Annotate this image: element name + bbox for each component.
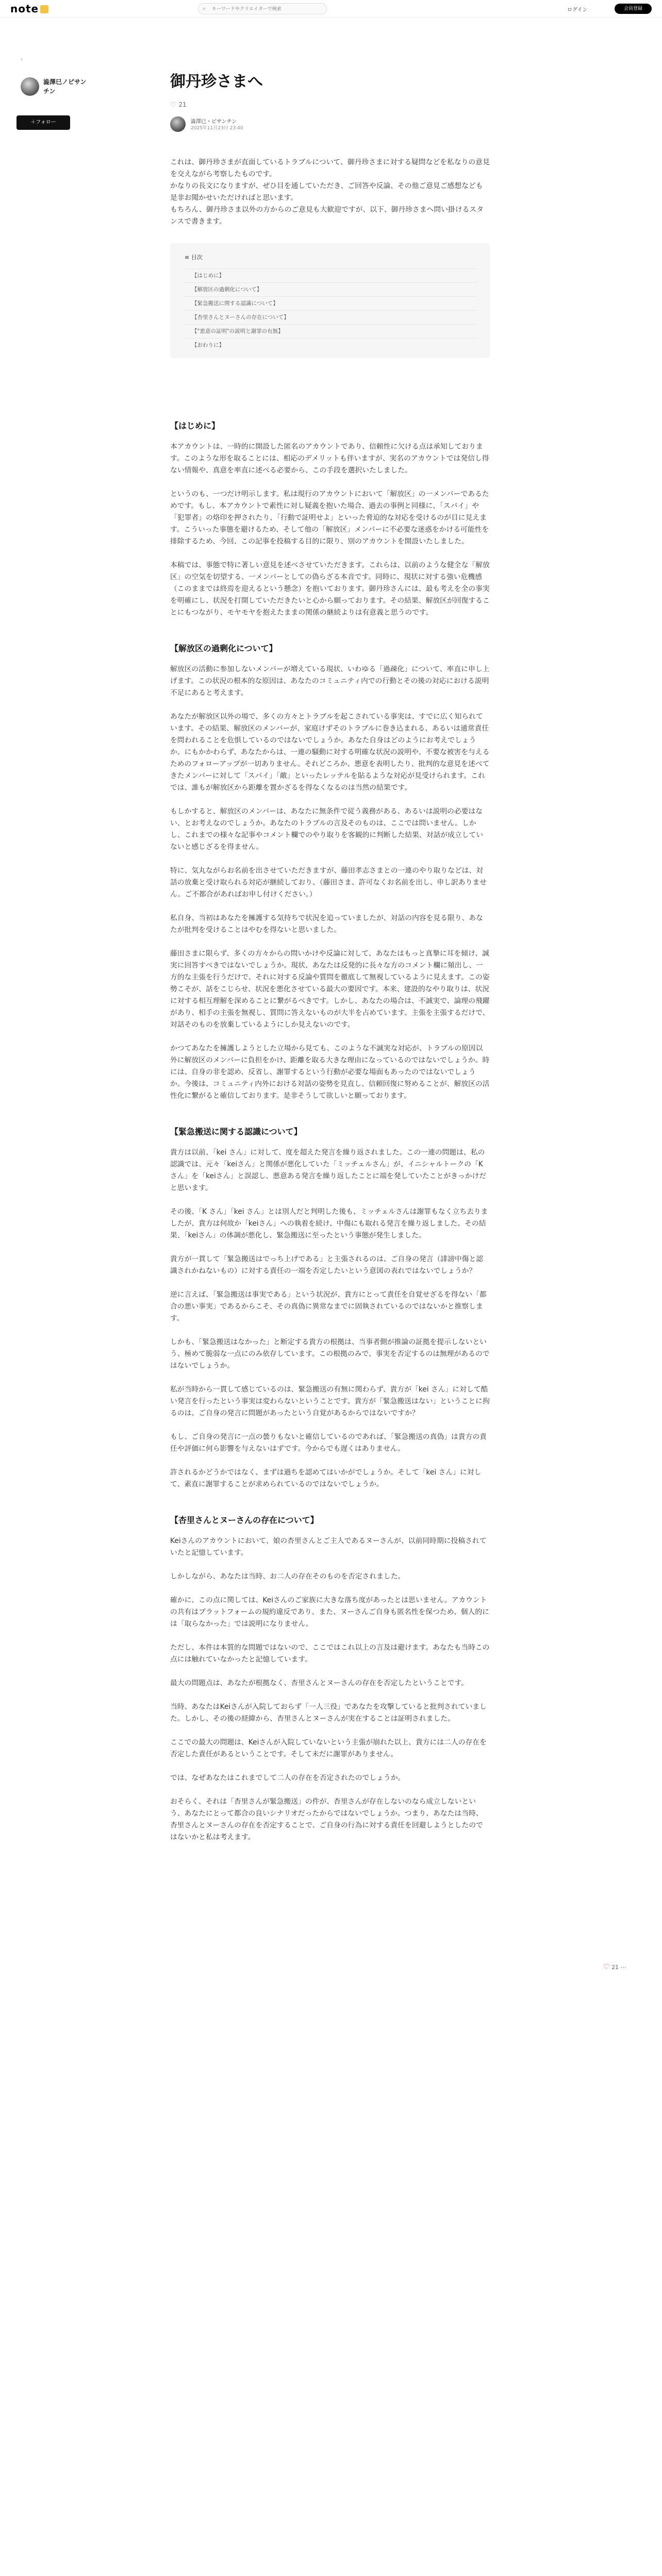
paragraph: 私が当時から一貫して感じているのは、緊急搬送の有無に関わらず、貴方が「kei さん」に対して酷い発言を行ったという事実は変わらないということです。貴方が「緊急搬送はない」ということに拘るのは、ご自身の発言に問題があったという自覚があるからではないですか？ [170, 1385, 490, 1417]
toc-item[interactable]: 【おわりに】 [185, 338, 477, 352]
heart-icon[interactable]: ♡ [170, 101, 177, 109]
paragraph: 本アカウントは、一時的に開設した匿名のアカウントであり、信頼性に欠ける点は承知しております。このような形を取ることには、相応のデメリットも伴いますが、実名のアカウントでは発信し得ない情報や、真意を率直に述べる必要から、この手段を選択いたしました。 [170, 443, 489, 474]
paragraph: 私自身、当初はあなたを擁護する気持ちで状況を追っていましたが、対話の内容を見る限り、あなたが批判を受けることはやむを得ないと思いました。 [170, 914, 483, 934]
like-counter[interactable] [170, 101, 490, 109]
paragraph: しかも、「緊急搬送はなかった」と断定する貴方の根拠は、当事者側が推論の証拠を提示しないという、極めて脆弱な一点にのみ依存しています。この根拠のみで、事実を否定するのは無理があるのではないでしょうか。 [170, 1338, 490, 1370]
toc-item[interactable]: 【杏里さんとヌーさんの存在について】 [185, 310, 477, 324]
paragraph: おそらく、それは「杏里さんが緊急搬送」の件が、杏里さんが存在しないのなら成立しないという、あなたにとって都合の良いシナリオだったからではないでしょうか。つまり、あなたは当時、杏里さんとヌーさんの存在を否定することで、ご自身の行為に対する責任を回避しようとしたのではないかと私は考えます。 [170, 1798, 483, 1841]
toc-item[interactable]: 【はじめに】 [185, 268, 477, 282]
search-box[interactable] [198, 3, 327, 14]
article-body [170, 157, 490, 1843]
toc-item[interactable]: 【緊急搬送に関する認識について】 [185, 296, 477, 310]
paragraph: Keiさんのアカウントにおいて、娘の杏里さんとご主人であるヌーさんが、以前同時期に投稿されていたと記憶しています。 [170, 1537, 487, 1557]
publish-date: 2025年11月23日 23:40 [191, 126, 243, 131]
paragraph: 許されるかどうかではなく、まずは過ちを認めてはいかがでしょうか。そして「kei さん」に対して、素直に謝罪することが求められているのではないでしょうか。 [170, 1468, 482, 1488]
paragraph: もし、ご自身の発言に一点の曇りもないと確信しているのであれば、「緊急搬送の真偽」は貴方の責任や評価に何ら影響を与えないはずです。今からでも遅くはありません。 [170, 1433, 487, 1453]
floating-like-count: 21 [611, 1964, 619, 1971]
sidebar-author-name[interactable]: 澁澤巳ノピサンチン [43, 78, 87, 95]
paragraph: 本稿では、事態で特に著しい意見を述べさせていただきます。これらは、以前のような健全な「解放区」の空気を切望する、一メンバーとしての偽らざる本音です。同時に、現状に対する強い危機感（このままでは終焉を迎えるという懸念）を抱いております。御丹珍さんには、最も考えを全の事実を明確にし、状況を打開していただきたいと心から願っております。その結果、解放区が回復することにもつながり、モヤモヤを抱えたままの関係の継続よりは有意義と思うのです。 [170, 561, 490, 617]
paragraph: かつてあなたを擁護しようとした立場から見ても、このような不誠実な対応が、トラブルの原因以外に解放区のメンバーに負担をかけ、距離を取る大きな理由になっているのではないでしょうか。時には、自身の非を認め、反省し、謝罪するという行動が必要な場面もあったのではないでしょうか。今後は、コミュニティ内外における対話の姿勢を見直し、信頼回復に努めることが、解放区の活性化に繋がると確信しております。是非そうして欲しいと願っております。 [170, 1044, 490, 1100]
paragraph: 貴方が一貫して「緊急搬送はでっち上げである」と主張されるのは、ご自身の発言（誹謗中傷と認識されかねないもの）に対する責任の一端を否定したいという意図の表れではないでしょうか？ [170, 1255, 484, 1275]
list-icon: ≡ [185, 254, 190, 261]
author-avatar[interactable] [170, 116, 186, 132]
section-heading: 【はじめに】 [170, 421, 220, 431]
top-bar [0, 0, 662, 18]
paragraph: あなたが解放区以外の場で、多くの方々とトラブルを起こされている事実は、すでに広く知られています。その結果、解放区のメンバーが、家庭けずそのトラブルに巻き込まれる、あるいは通常責任を問われることを危惧しているのではないでしょうか。あなた自身はどのようにお考えでしょうか。にもかかわらず、あなたからは、一連の騒動に対する明確な状況の説明や、不要な被害を与えるためのフォローアップが一切ありません。それどころか、悪意を表明したり、批判的な意見を述べてきたメンバーに対して「スパイ」「敵」といったレッテルを貼るような対応が見受けられます。これでは、誰もが解放区から距離を置かざるを得なくなるのは当然の結果です。 [170, 713, 490, 792]
note-logo[interactable]: note [10, 3, 48, 15]
paragraph: 逆に言えば、「緊急搬送は事実である」という状況が、貴方にとって責任を自覚せざるを得ない「都合の悪い事実」であるからこそ、その真偽に異常なまでに固執されているのではないかと推察します。 [170, 1291, 487, 1323]
signup-button[interactable]: 会員登録 [615, 4, 652, 14]
search-input[interactable] [212, 5, 323, 13]
toc-item[interactable]: 【"悪意の証明"の説明と謝罪の有無】 [185, 324, 477, 338]
floating-actions [603, 1963, 644, 1971]
heart-icon[interactable]: ♡ [603, 1963, 610, 1971]
paragraph: というのも、一つだけ明示します。私は現行のアカウントにおいて「解放区」の一メンバーであるためです。もし、本アカウントで素性に対し疑義を抱いた場合、過去の事例と同様に、「スパイ」や「犯罪者」の烙印を押されたり、「行動で証明せよ」といった脅迫的な対応を受けるのが目に見えます。こういった事態を避けるため、そして他の「解放区」メンバーに不必要な迷惑をかける可能性を排除するため、今回、この記事を投稿する目的に限り、別のアカウントを開設いたしました。 [170, 490, 489, 546]
paragraph: 最大の問題点は、あなたが根拠なく、杏里さんとヌーさんの存在を否定したということです。 [170, 1679, 469, 1687]
like-count: 21 [178, 101, 187, 108]
author-block[interactable] [170, 115, 490, 133]
paragraph: 解放区の活動に参加しないメンバーが増えている現状、いわゆる「過疎化」について、率直に申し上げます。この状況の根本的な原因は、あなたのコミュニティ内での行動とその後の対応における説明不足にあると考えます。 [170, 665, 490, 697]
back-chevron-icon[interactable]: ‹ [21, 57, 23, 62]
paragraph: 藤田さまに限らず、多くの方々からの問いかけや反論に対して、あなたはもっと真摯に耳を傾け、誠実に回答すべきではないでしょうか。現状、あなたは反発的に長々な方のコメント欄に頻出し、一方的な主張を行うだけで、それに対する反論や質問を徹底して無視しているように見えます。この姿勢こそが、話をこじらせ、状況を悪化させている最大の要因です。本来、建設的なやり取りは、状況に対する相互理解を深めることに繋がるべきです。しかし、あなたの場合は、不誠実で、論理の飛躍があり、相手の主張を無視し、質問に答えないものが大半を占めています。主張を主張するだけで、対話そのものを放棄しているようにしか見えないのです。 [170, 950, 490, 1029]
toc-item[interactable]: 【解放区の過剰化について】 [185, 282, 477, 296]
toc-heading[interactable]: ≡ 目次 [185, 254, 203, 261]
more-icon[interactable]: ⋯ [620, 1964, 626, 1971]
paragraph: 当時、あなたはKeiさんが入院しておらず「一人三役」であなたを攻撃していると批判されていました。しかし、その後の経緯から、杏里さんとヌーさんが実在することは証明されました。 [170, 1703, 487, 1723]
paragraph: もしかすると、解放区のメンバーは、あなたに無条件で従う義務がある、あるいは説明の必要はない、とお考えなのでしょうか。あなたのトラブルの言及そのものは、ここでは問いません。しかし、これまでの様々な記事やコメント欄でのやり取りを客観的に判断した結果、対話が成立していないと感じざるを得ません。 [170, 807, 484, 851]
section-heading: 【解放区の過剰化について】 [170, 643, 277, 653]
article [170, 71, 490, 1855]
logo-badge-icon [40, 5, 48, 13]
intro-paragraph: これは、御丹珍さまが直面しているトラブルについて、御丹珍さまに対する疑問などを私なりの意見を交えながら考察したものです。 かなりの長文になりますが、ぜひ目を通していただき、ご回答や反論、その他ご意見ご感想なども是非お聞かせいただければと思います。 もちろん、御丹珍さま以外の方からのご意見も大歓迎ですが、以下、御丹珍さまへ問い掛けるスタンスで書きます。 [170, 158, 490, 226]
page-title: 御丹珍さまへ [170, 73, 263, 91]
paragraph: 確かに、この点に関しては、Keiさんのご家族に大きな落ち度があったとは思いません。アカウントの共有はプラットフォームの規約違反であり、また、ヌーさんご自身も匿名性を保つため、個人的には「取らなかった」では説明になりません。 [170, 1596, 489, 1628]
paragraph: 特に、気丸ながらお名前を出させていただきますが、藤田孝志さまとの一連のやり取りなどは、対話の放棄と受け取られる対応が継続しており、（藤田さま、許可なくお名前を出し、申し訳ありません。ご不都合があればお申し付けください。） [170, 867, 487, 899]
section-heading: 【緊急搬送に関する認識について】 [170, 1127, 302, 1137]
paragraph: しかしながら、あなたは当時、お二人の存在そのものを否定されました。 [170, 1572, 405, 1581]
paragraph: 貴方は以前、「kei さん」に対して、度を超えた発言を繰り返されました。この一連の問題は、私の認識では、元々「keiさん」と関係が悪化していた「ミッチェルさん」が、イニシャルトークの「K さん」を「keiさん」と誤認し、悪意ある発言を繰り返したことに端を発していたことがきっかけだと思います。 [170, 1148, 487, 1192]
login-link[interactable]: ログイン [567, 7, 588, 13]
paragraph: では、なぜあなたはこれまでして二人の存在を否定されたのでしょうか。 [170, 1774, 405, 1782]
follow-button[interactable]: ＋フォロー [16, 115, 70, 130]
section-heading: 【杏里さんとヌーさんの存在について】 [170, 1515, 319, 1525]
paragraph: その後、「K さん」「kei さん」とは別人だと判明した後も、ミッチェルさんは謝罪もなく立ち去りましたが、貴方は何故か「keiさん」への執着を続け、中傷にも取れる発言を繰り返しました。その結果、「keiさん」の体調が悪化し、緊急搬送に至ったという事態が発生しました。 [170, 1208, 488, 1240]
paragraph: ここでの最大の問題は、Keiさんが入院していないという主張が崩れた以上、貴方には二人の存在を否定した責任があるということです。そして未だに謝罪がありません。 [170, 1738, 487, 1758]
search-icon: ⌕ [203, 5, 206, 12]
paragraph: ただし、本件は本質的な問題ではないので、ここではこれ以上の言及は避けます。あなたも当時この点には触れていなかったと記憶しています。 [170, 1643, 490, 1664]
avatar[interactable] [21, 77, 39, 96]
author-name[interactable]: 澁澤巳・ピサンチン [191, 119, 237, 125]
table-of-contents [170, 243, 490, 358]
